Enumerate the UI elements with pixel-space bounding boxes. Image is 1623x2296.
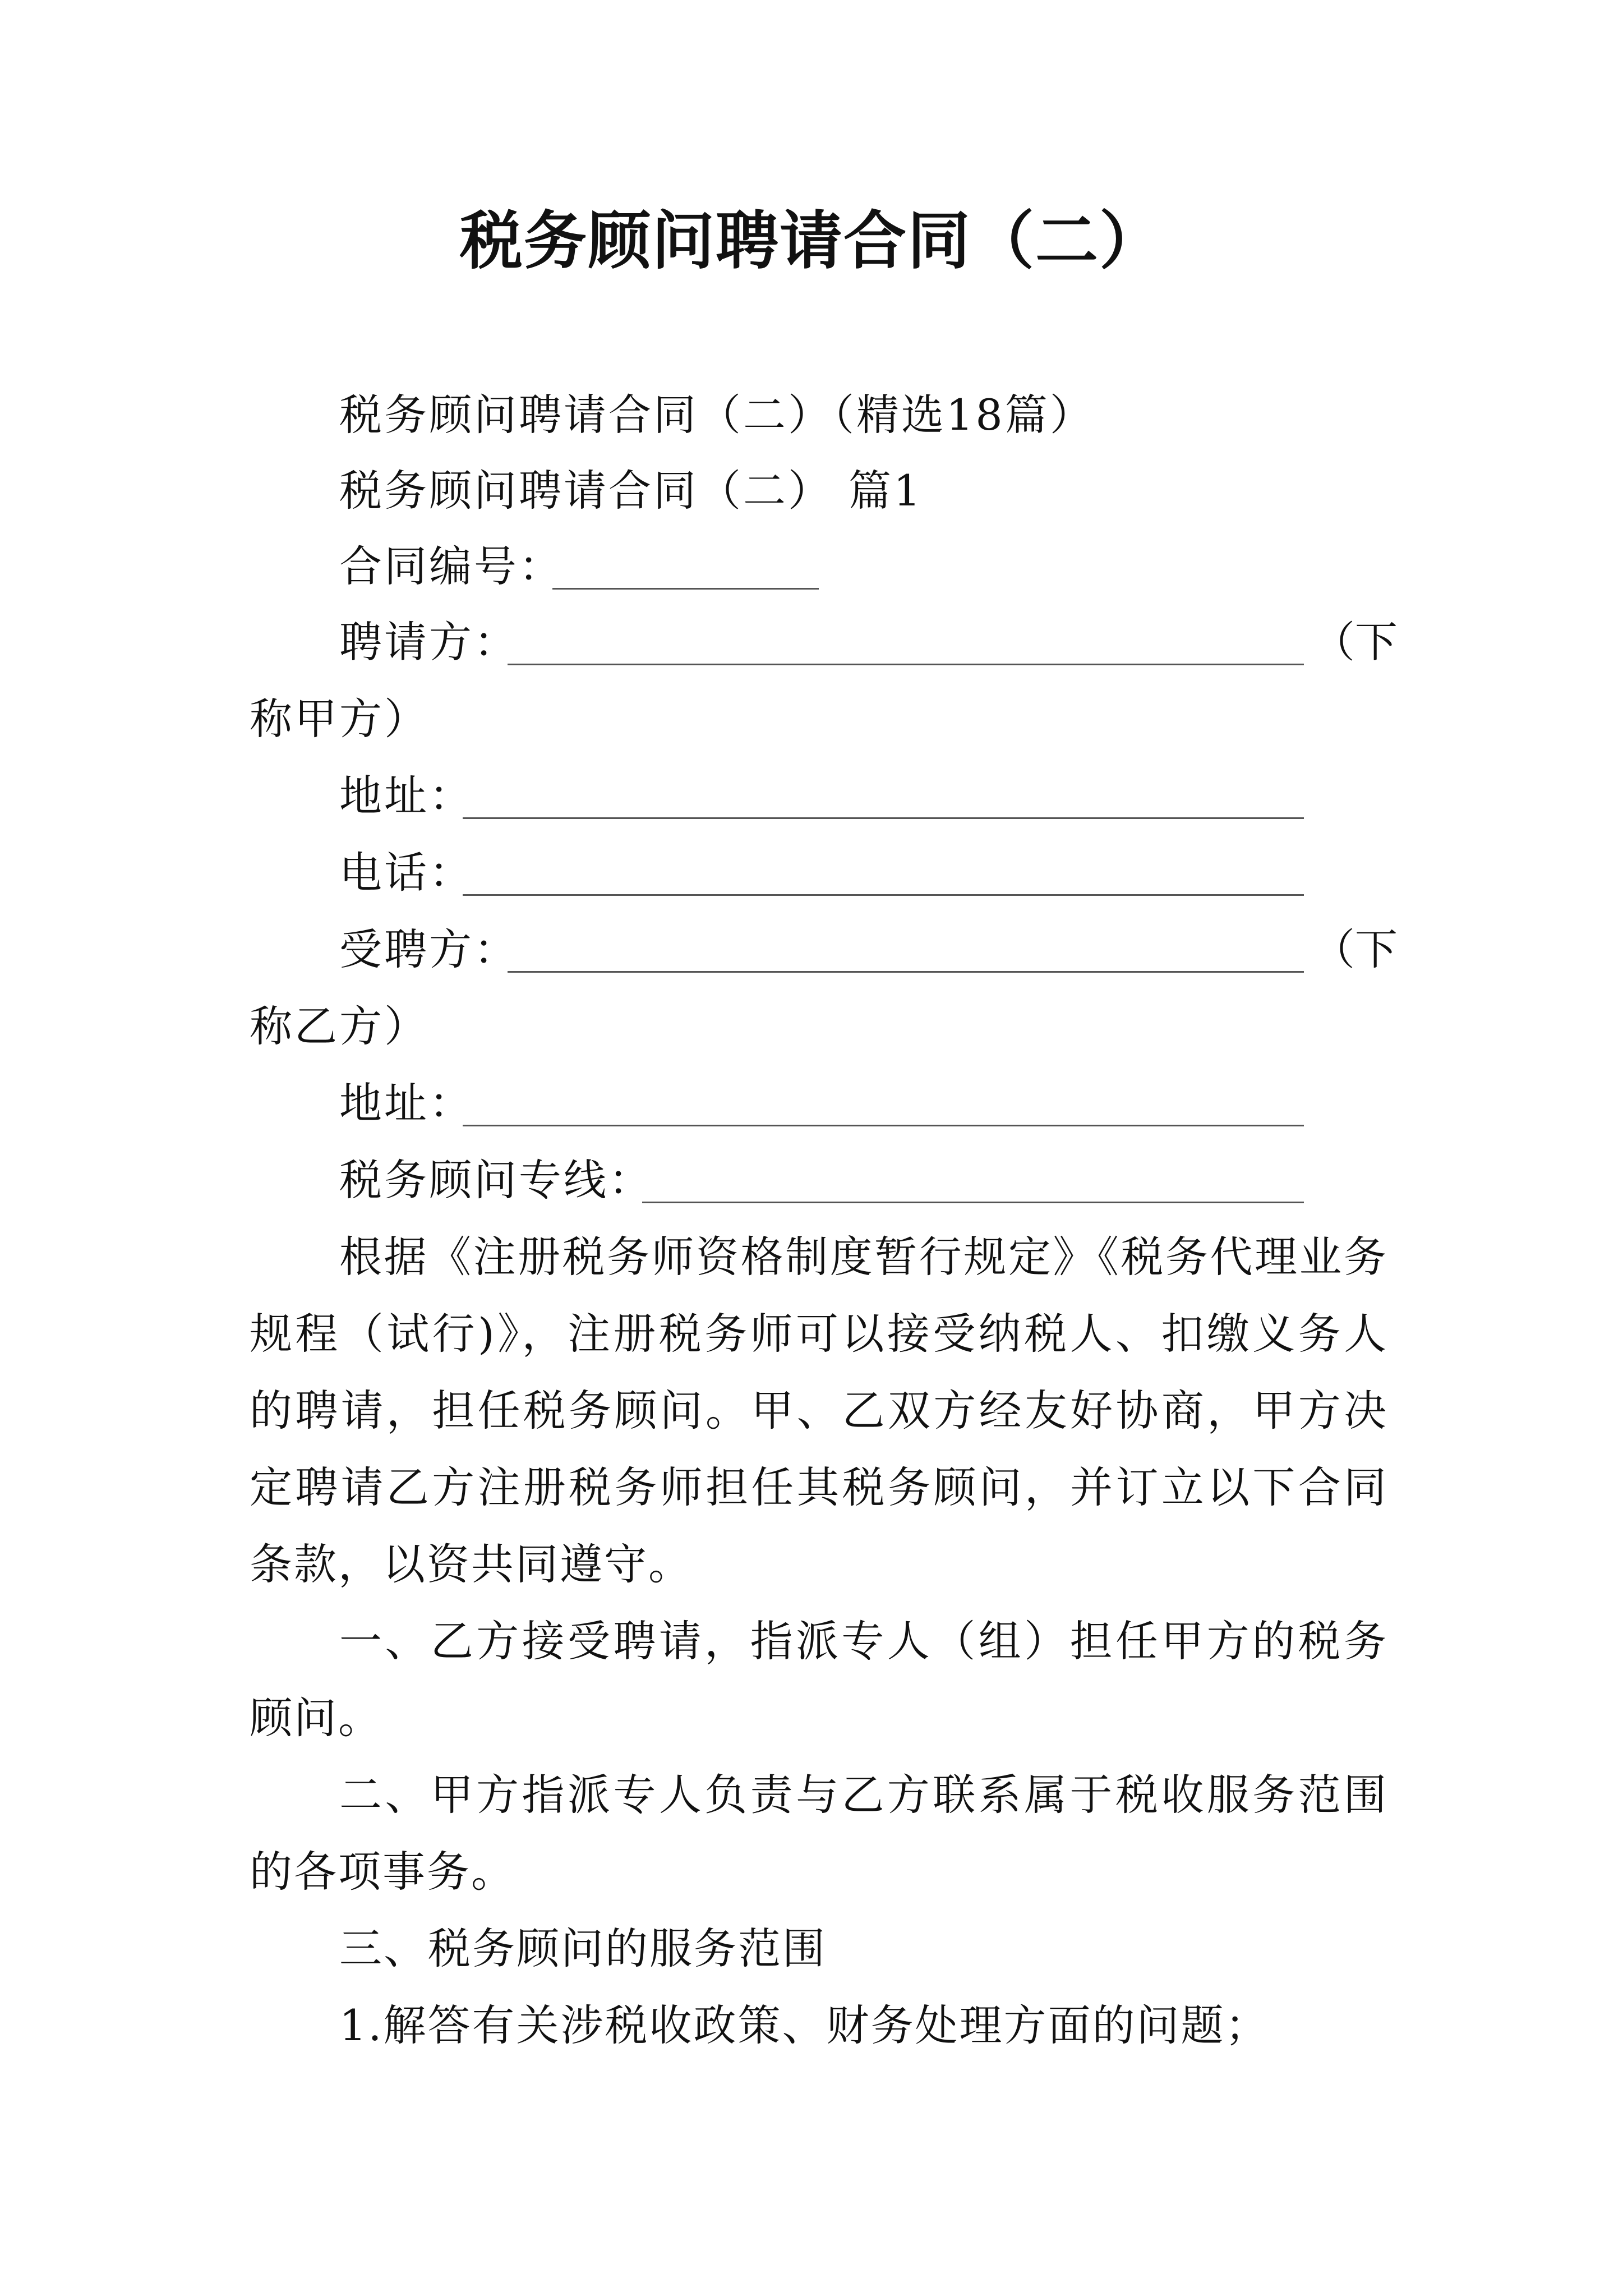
employer-phone-blank — [463, 894, 1304, 896]
contract-number-label: 合同编号： — [339, 541, 564, 591]
hotline-label: 税务顾问专线： — [339, 1155, 653, 1205]
contract-number-blank — [552, 588, 819, 590]
employer-address-label: 地址： — [339, 771, 474, 821]
employee-blank — [508, 971, 1304, 973]
employer-suffix: （下 — [1312, 617, 1398, 667]
document-title: 税务顾问聘请合同（二） — [460, 204, 1163, 278]
employee-address-blank — [463, 1125, 1304, 1126]
section-heading: 税务顾问聘请合同（二） 篇1 — [339, 466, 923, 516]
employer-label: 聘请方： — [339, 617, 519, 667]
service-item-1: 1.解答有关涉税收政策、财务处理方面的问题； — [339, 2000, 1270, 2050]
employer-blank — [508, 664, 1304, 665]
employee-address-label: 地址： — [339, 1078, 474, 1128]
employer-wrap: 称甲方） — [250, 694, 429, 744]
employee-suffix: （下 — [1312, 924, 1398, 974]
employer-address-blank — [463, 817, 1304, 819]
intro-paragraph: 根据《注册税务师资格制度暂行规定》《税务代理业务规程（试行)》，注册税务师可以接受纳税人、扣缴义务人的聘请，担任税务顾问。甲、乙双方经友好协商，甲方决定聘请乙方注册税务师担任其税务顾问，并订立以下合同条款，以资共同遵守。 — [250, 1232, 1388, 1589]
document-subtitle: 税务顾问聘请合同（二）（精选18篇） — [339, 390, 1095, 440]
clause-2: 二、甲方指派专人负责与乙方联系属于税收服务范围的各项事务。 — [250, 1770, 1388, 1897]
clause-1: 一、乙方接受聘请，指派专人（组）担任甲方的税务顾问。 — [250, 1616, 1388, 1743]
hotline-blank — [642, 1202, 1304, 1203]
employer-phone-label: 电话： — [339, 848, 474, 898]
clause-3: 三、税务顾问的服务范围 — [339, 1924, 827, 1973]
employee-label: 受聘方： — [339, 924, 519, 974]
employee-wrap: 称乙方） — [250, 1001, 429, 1051]
